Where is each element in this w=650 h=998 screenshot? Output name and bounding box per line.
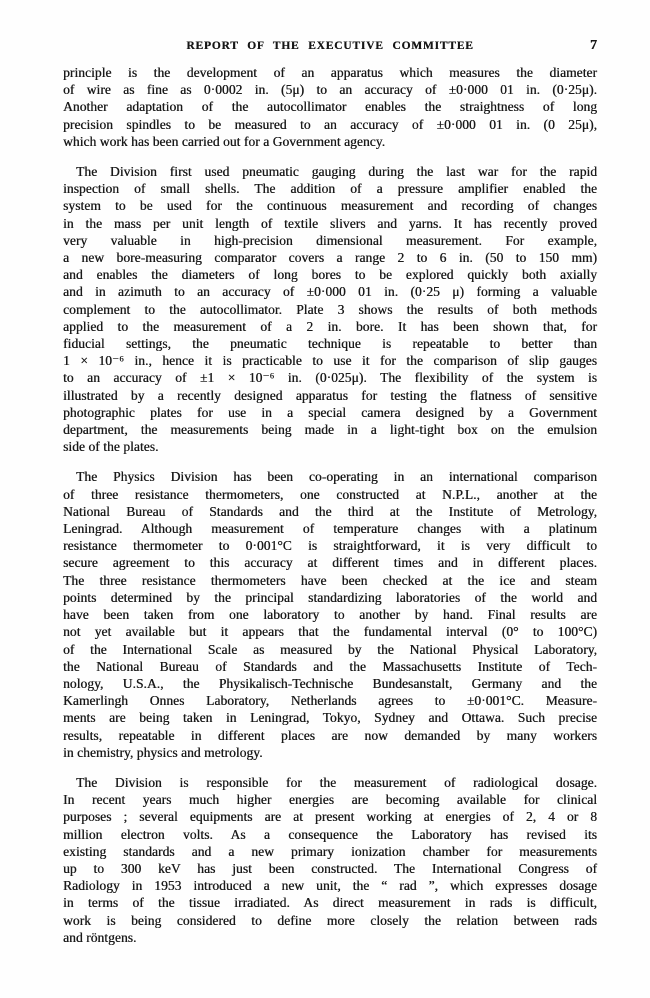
text-line: principle is the development of an apparatus which measures the diameter <box>63 65 597 80</box>
text-line: applied to the measurement of a 2 in. bore. It has been shown that, for <box>63 318 597 334</box>
text-line: resistance thermometer to 0·001°C is straightforward, it is very difficult to <box>63 538 597 554</box>
text-line: Kamerlingh Onnes Laboratory, Netherlands agrees to ±0·001°C. Measure- <box>63 693 597 709</box>
text-line: National Bureau of Standards and the third at the Institute of Metrology, <box>63 503 597 519</box>
text-line: existing standards and a new primary ionization chamber for measurements <box>63 843 597 859</box>
text-line: of three resistance thermometers, one constructed at N.P.L., another at the <box>63 486 597 502</box>
text-line: results, repeatable in different places are now demanded by many workers <box>63 727 597 743</box>
running-title: REPORT OF THE EXECUTIVE COMMITTEE <box>186 40 474 52</box>
text-line: side of the plates. <box>63 439 159 455</box>
text-line: very valuable in high-precision dimensional measurement. For example, <box>63 232 597 248</box>
text-line: of wire as fine as 0·0002 in. (5μ) to an accuracy of ±0·000 01 in. (0·25μ). <box>63 82 597 98</box>
text-line: The Division first used pneumatic gauging during the last war for the rapid <box>76 164 597 180</box>
text-line: a new bore-measuring comparator covers a range 2 to 6 in. (50 to 150 mm) <box>63 250 597 266</box>
text-line: department, the measurements being made in a light-tight box on the emulsion <box>63 422 597 438</box>
text-line: photographic plates for use in a special camera designed by a Government <box>63 404 597 420</box>
text-line: system to be used for the continuous measurement and recording of changes <box>63 198 597 214</box>
text-line: purposes ; several equipments are at present working at energies of 2, 4 or 8 <box>63 809 597 825</box>
text-line: the National Bureau of Standards and the Massachusetts Institute of Tech- <box>63 658 597 674</box>
text-line: in terms of the tissue irradiated. As direct measurement in rads is difficult, <box>63 895 597 911</box>
text-line: points determined by the principal standardizing laboratories of the world and <box>63 589 597 605</box>
text-line: The three resistance thermometers have been checked at the ice and steam <box>63 572 597 588</box>
text-line: and in azimuth to an accuracy of ±0·000 01 in. (0·25 μ) forming a valuable <box>63 284 597 300</box>
text-line: have been taken from one laboratory to another by hand. Final results are <box>63 607 597 623</box>
text-line: not yet available but it appears that the fundamental interval (0° to 100°C) <box>63 624 597 640</box>
paragraph <box>63 468 597 760</box>
paragraph <box>63 774 597 946</box>
text-line: The Physics Division has been co-operating in an international comparison <box>76 469 597 485</box>
text-line: fiducial settings, the pneumatic technique is repeatable to better than <box>63 336 597 352</box>
page-body <box>63 64 597 946</box>
text-line: illustrated by a recently designed apparatus for testing the flatness of sensitive <box>63 387 597 403</box>
text-line: million electron volts. As a consequence the Laboratory has revised its <box>63 826 597 842</box>
text-line: in the mass per unit length of textile slivers and yarns. It has recently proved <box>63 215 597 231</box>
text-line: secure agreement to this accuracy at different times and in different places. <box>63 555 597 571</box>
text-line: ments are being taken in Leningrad, Tokyo, Sydney and Ottawa. Such precise <box>63 710 597 726</box>
paragraph <box>63 64 597 150</box>
page-number: 7 <box>590 38 597 53</box>
text-line: Radiology in 1953 introduced a new unit, the “ rad ”, which expresses dosage <box>63 878 597 894</box>
text-line: Leningrad. Although measurement of temperature changes with a platinum <box>63 521 597 537</box>
text-line: and röntgens. <box>63 929 137 945</box>
text-line: which work has been carried out for a Government agency. <box>63 133 386 149</box>
text-line: in chemistry, physics and metrology. <box>63 744 263 760</box>
text-line: to an accuracy of ±1 × 10⁻⁶ in. (0·025μ). The flexibility of the system is <box>63 370 597 386</box>
text-line: and enables the diameters of long bores to be explored quickly both axially <box>63 267 597 283</box>
text-line: In recent years much higher energies are becoming available for clinical <box>63 792 597 808</box>
text-line: Another adaptation of the autocollimator enables the straightness of long <box>63 99 597 115</box>
page-header <box>63 40 597 56</box>
text-line: precision spindles to be measured to an accuracy of ±0·000 01 in. (0 25μ), <box>63 116 597 132</box>
text-line: nology, U.S.A., the Physikalisch-Technische Bundesanstalt, Germany and the <box>63 675 597 691</box>
paragraph <box>63 163 597 455</box>
text-line: inspection of small shells. The addition of a pressure amplifier enabled the <box>63 181 597 197</box>
text-line: The Division is responsible for the measurement of radiological dosage. <box>76 774 597 790</box>
text-line: 1 × 10⁻⁶ in., hence it is practicable to use it for the comparison of slip gauges <box>63 353 597 369</box>
text-line: up to 300 keV has just been constructed. The International Congress of <box>63 860 597 876</box>
text-line: complement to the autocollimator. Plate 3 shows the results of both methods <box>63 301 597 317</box>
text-line: of the International Scale as measured by the National Physical Laboratory, <box>63 641 597 657</box>
text-line: work is being considered to define more closely the relation between rads <box>63 912 597 928</box>
